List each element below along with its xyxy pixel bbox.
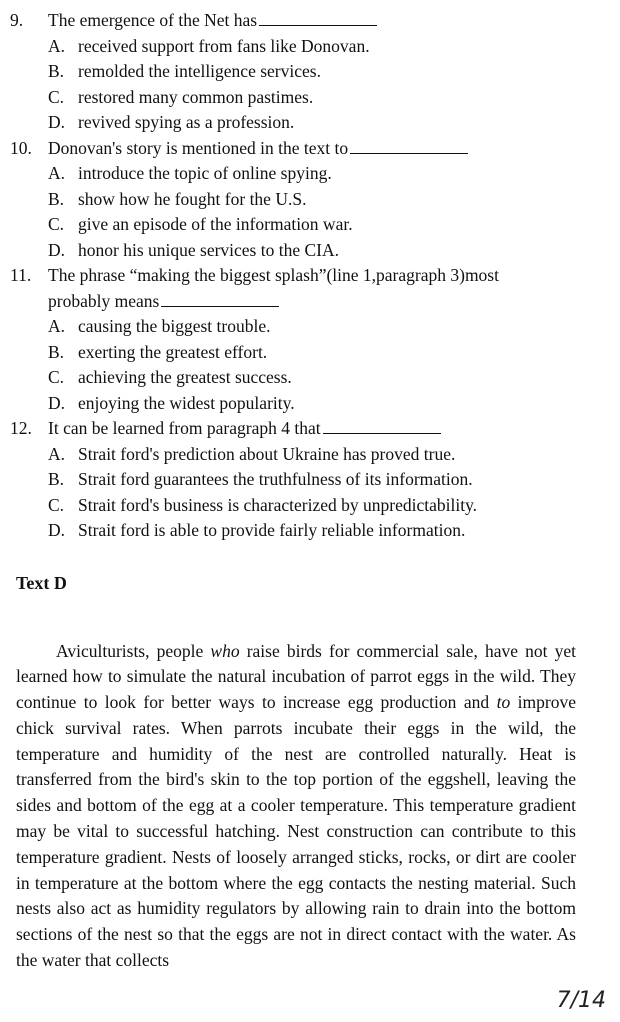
question-12-option-b [48,466,473,492]
option-letter: C. [48,214,65,234]
option-text: causing the biggest trouble. [78,316,271,336]
passage-text: raise birds for commercial sale, have not yet learned how to simulate the natural incubation of parrot eggs in the wild. They continue to look for better ways to increase egg production and [16,640,576,713]
passage-text: Aviculturists, people [56,640,211,661]
question-text: The emergence of the Net has [48,10,258,30]
question-text: It can be learned from paragraph 4 that [48,418,321,438]
option-letter: C. [48,367,65,387]
question-9-option-c [48,84,313,110]
question-text: Donovan's story is mentioned in the text to [48,138,349,158]
question-11-option-d [48,390,295,416]
question-12-option-d [48,517,465,543]
option-letter: C. [48,87,65,107]
question-number: 9. [10,10,24,30]
answer-blank [350,138,468,154]
section-heading: Text D [16,573,67,593]
option-text: received support from fans like Donovan. [78,36,370,56]
question-11-option-c [48,364,292,390]
option-text: remolded the intelligence services. [78,61,321,81]
question-9-option-d [48,109,294,135]
option-text: Strait ford guarantees the truthfulness of its information. [78,469,473,489]
question-10-option-d [48,237,339,263]
question-9-stem [10,7,377,33]
question-12-option-a [48,441,455,467]
question-11-option-b [48,339,267,365]
option-text: Strait ford's prediction about Ukraine has proved true. [78,444,456,464]
answer-blank [259,10,377,26]
option-letter: D. [48,112,66,132]
question-text: The phrase “making the biggest splash”(line 1,paragraph 3)most [48,265,499,285]
answer-blank [323,418,441,434]
option-text: honor his unique services to the CIA. [78,240,339,260]
answer-blank [161,291,279,307]
question-11-stem-continued [48,288,279,314]
question-text-continued: probably means [48,291,160,311]
option-letter: B. [48,189,65,209]
question-10-option-a [48,160,332,186]
option-letter: B. [48,342,65,362]
question-11-stem [10,262,499,288]
question-11-option-a [48,313,270,339]
option-text: Strait ford is able to provide fairly reliable information. [78,520,466,540]
option-letter: B. [48,469,65,489]
option-text: give an episode of the information war. [78,214,353,234]
option-text: enjoying the widest popularity. [78,393,295,413]
option-letter: A. [48,36,66,56]
question-number: 12. [10,418,32,438]
option-text: show how he fought for the U.S. [78,189,307,209]
question-10-option-b [48,186,306,212]
passage-italic-word: to [496,692,511,713]
option-letter: D. [48,520,66,540]
option-text: revived spying as a profession. [78,112,295,132]
option-text: introduce the topic of online spying. [78,163,332,183]
option-text: achieving the greatest success. [78,367,292,387]
option-text: exerting the greatest effort. [78,342,268,362]
option-letter: D. [48,240,66,260]
question-number: 10. [10,138,32,158]
option-text: restored many common pastimes. [78,87,314,107]
passage-text: improve chick survival rates. When parrots incubate their eggs in the wild, the temperature and humidity of the nest are controlled naturally. Heat is transferred from the bird's skin to the top portion of the eggshell, leaving the sides and bottom of the egg at a cooler temperature. This temperature gradient may be vital to successful hatching. Nest construction can contribute to this temperature gradient. Nests of loosely arranged sticks, rocks, or dirt are cooler in temperature at the bottom where the egg contacts the nesting material. Such nests also act as humidity regulators by allowing rain to drain into the bottom sections of the nest so that the eggs are not in direct contact with the water. As the water that collects [16,692,576,971]
option-letter: C. [48,495,65,515]
question-9-option-b [48,58,321,84]
option-letter: B. [48,61,65,81]
question-12-stem [10,415,441,441]
option-letter: D. [48,393,66,413]
question-10-stem [10,135,468,161]
passage-paragraph [16,639,576,974]
option-letter: A. [48,163,66,183]
option-letter: A. [48,316,66,336]
question-9-option-a [48,33,370,59]
handwritten-page-number: 7/14 [556,988,606,1013]
option-letter: A. [48,444,66,464]
question-10-option-c [48,211,353,237]
option-text: Strait ford's business is characterized by unpredictability. [78,495,478,515]
question-number: 11. [10,265,32,285]
question-12-option-c [48,492,477,518]
passage-italic-word: who [210,640,240,661]
